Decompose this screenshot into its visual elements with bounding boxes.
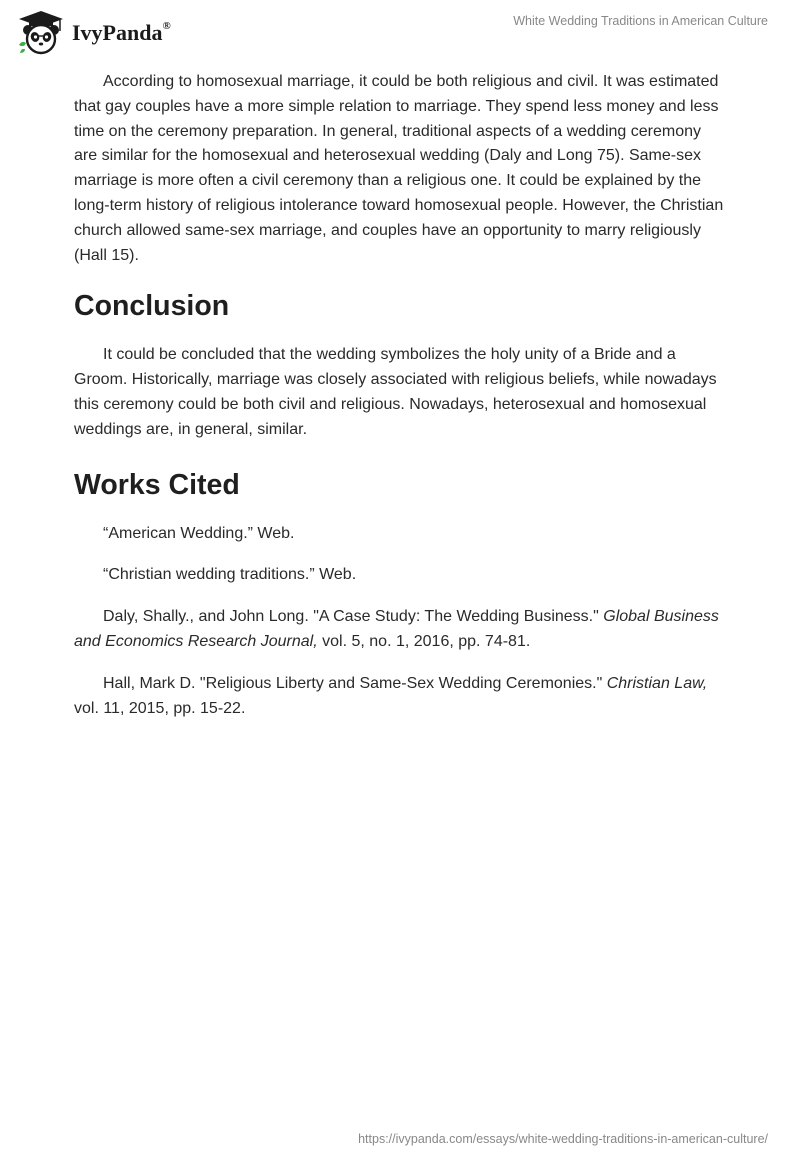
works-cited-heading: Works Cited (74, 468, 240, 501)
citation-text: Daly, Shally., and John Long. "A Case Study: The Wedding Business." (103, 608, 604, 626)
ivypanda-logo[interactable] (16, 8, 171, 56)
registered-mark: ® (162, 19, 171, 32)
citation-source: Christian Law, (606, 674, 708, 692)
citation-item: “American Wedding.” Web. (103, 524, 295, 542)
panda-graduate-icon (16, 9, 66, 55)
document-title: White Wedding Traditions in American Culture (513, 14, 768, 28)
citation-source: Global Business and Economics Research Journal, (74, 608, 719, 650)
essay-body (74, 70, 726, 738)
citation-item (74, 672, 726, 722)
conclusion-paragraph: It could be concluded that the wedding symbolizes the holy unity of a Bride and a Groom. Historically, marriage was closely associated with religious beliefs, while nowadays this ceremony could be both civil and religious. Nowadays, heterosexual and homosexual weddings are, in general, similar. (74, 346, 717, 438)
citation-item: “Christian wedding traditions.” Web. (103, 566, 357, 584)
citation-details: vol. 5, no. 1, 2016, pp. 74-81. (317, 632, 531, 650)
conclusion-heading: Conclusion (74, 290, 230, 323)
page-header (0, 0, 800, 60)
citation-details: vol. 11, 2015, pp. 15-22. (74, 699, 246, 717)
citation-text: Hall, Mark D. "Religious Liberty and Same-Sex Wedding Ceremonies." (103, 674, 607, 692)
brand-name: IvyPanda® (72, 19, 171, 45)
body-paragraph: According to homosexual marriage, it could be both religious and civil. It was estimated that gay couples have a more simple relation to marriage. They spend less money and less time on the ceremony preparation. In general, traditional aspects of a wedding ceremony are similar for the homosexual and heterosexual wedding (Daly and Long 75). Same-sex marriage is more often a civil ceremony than a religious one. It could be explained by the long-term history of religious intolerance toward homosexual people. However, the Christian church allowed same-sex marriage, and couples have an opportunity to marry religiously (Hall 15). (74, 73, 724, 264)
citation-item (74, 605, 726, 655)
source-url[interactable]: https://ivypanda.com/essays/white-wedding-traditions-in-american-culture/ (358, 1132, 768, 1146)
